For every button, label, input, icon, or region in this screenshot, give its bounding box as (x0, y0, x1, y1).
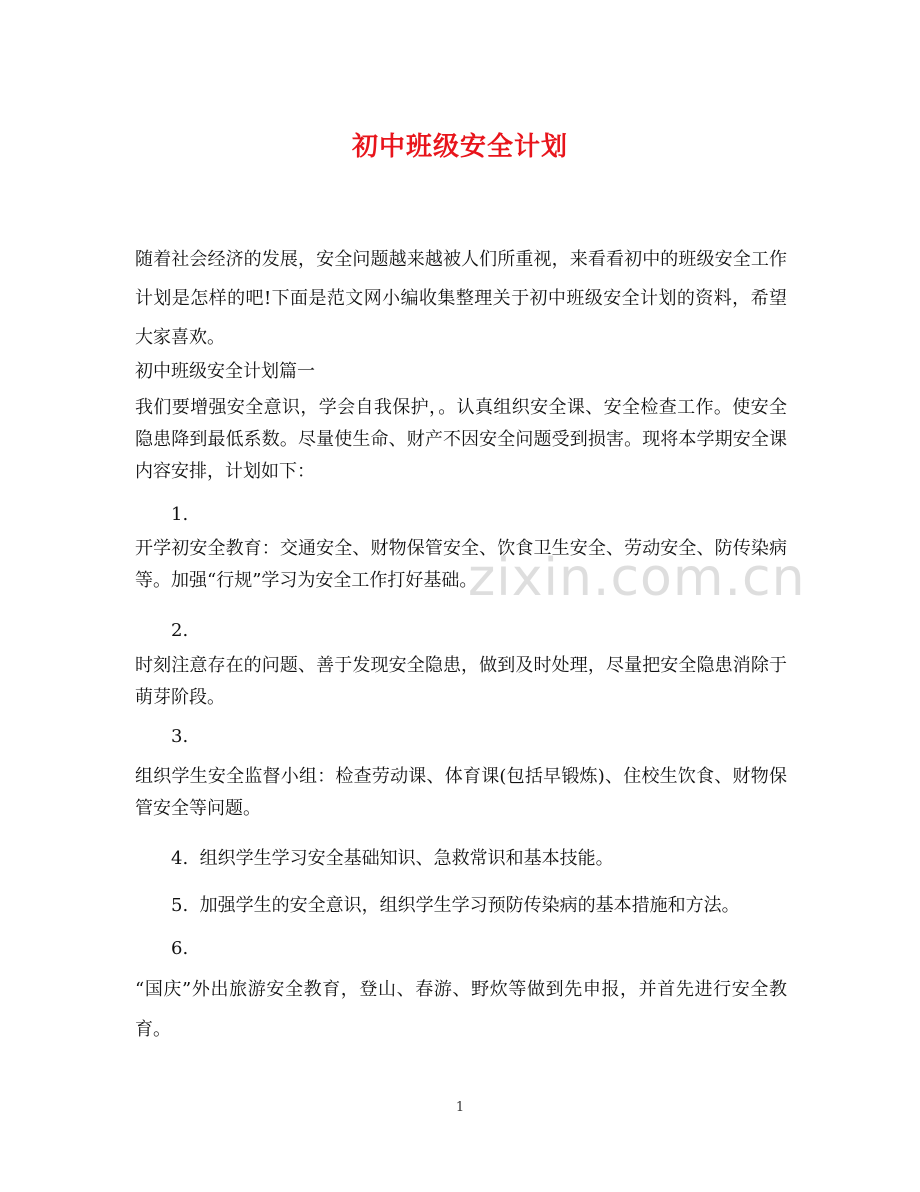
item-5 (171, 890, 791, 922)
item-text-6: “国庆”外出旅游安全教育，登山、春游、野炊等做到先申报，并首先进行安全教育。 (135, 979, 787, 1040)
section-heading: 初中班级安全计划篇一 (135, 361, 315, 382)
item-number-5: 5. (171, 895, 189, 916)
paragraph-1: 我们要增强安全意识，学会自我保护，。认真组织安全课、安全检查工作。使安全隐患降到最低系数。尽量使生命、财产不因安全问题受到损害。现将本学期安全课内容安排，计划如下： (135, 397, 787, 482)
item-number-2: 2. (171, 620, 189, 641)
item-text-5: 加强学生的安全意识，组织学生学习预防传染病的基本措施和方法。 (199, 895, 740, 916)
item-number-3: 3. (171, 726, 189, 747)
document-title: 初中班级安全计划 (351, 132, 568, 162)
item-number-1: 1. (171, 504, 189, 525)
page-number: 1 (455, 1100, 465, 1115)
item-4 (171, 843, 791, 875)
item-number-4: 4. (171, 848, 189, 869)
item-text-4: 组织学生学习安全基础知识、急救常识和基本技能。 (199, 848, 614, 869)
item-text-3: 组织学生安全监督小组：检查劳动课、体育课(包括早锻炼)、住校生饮食、财物保管安全等问题。 (135, 766, 787, 819)
item-text-1: 开学初安全教育：交通安全、财物保管安全、饮食卫生安全、劳动安全、防传染病等。加强“行规”学习为安全工作打好基础。 (135, 538, 787, 591)
item-number-6: 6. (171, 938, 189, 959)
item-text-2: 时刻注意存在的问题、善于发现安全隐患，做到及时处理，尽量把安全隐患消除于萌芽阶段。 (135, 655, 787, 708)
watermark: zixin.com.cn (468, 548, 806, 608)
intro-paragraph: 随着社会经济的发展，安全问题越来越被人们所重视，来看看初中的班级安全工作计划是怎样的吧!下面是范文网小编收集整理关于初中班级安全计划的资料，希望大家喜欢。 (135, 249, 787, 348)
